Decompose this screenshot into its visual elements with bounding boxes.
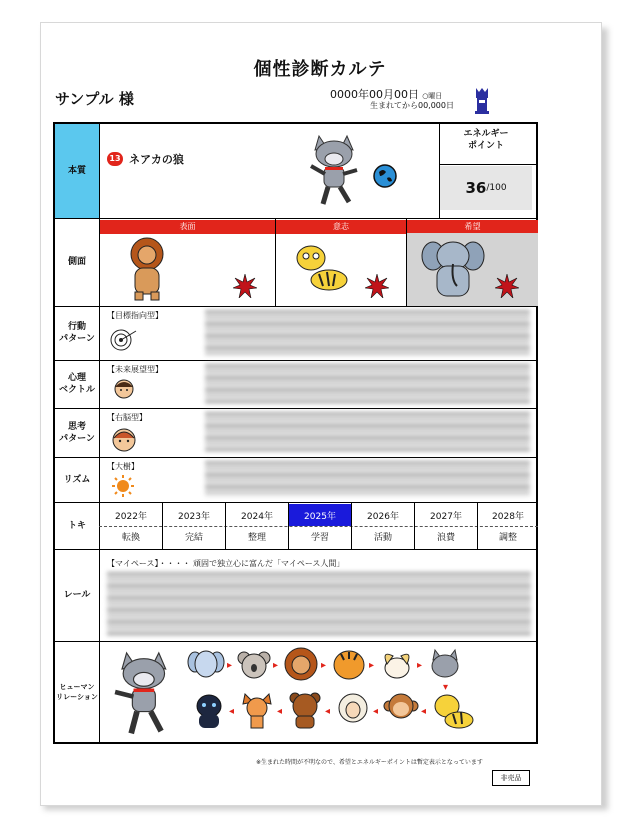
rhythm-category: 【大樹】: [107, 462, 139, 471]
arrow-right-icon: ▸: [227, 660, 233, 671]
action-pattern-label: 行動 パターン: [59, 322, 95, 344]
earth-globe-icon: [373, 164, 397, 188]
date-weekday: ○曜日: [422, 92, 443, 100]
year-2026: 2026年: [367, 511, 399, 522]
elephant-character-icon: [421, 236, 485, 302]
red-star-icon: [495, 274, 519, 298]
year-2022: 2022年: [115, 511, 147, 522]
side-head-surface: 表面: [100, 220, 275, 234]
wolf-relation-icon: [109, 646, 181, 738]
page-title: 個性診断カルテ: [253, 59, 387, 80]
footnote: ※生まれた時間が不明なので、希望とエネルギーポイントは暫定表示となっています: [256, 759, 483, 766]
animal-name: ネアカの狼: [129, 153, 184, 166]
rhythm-label: リズム: [63, 474, 91, 485]
arrow-down-icon: ▾: [443, 682, 449, 693]
red-star-icon: [365, 274, 389, 298]
girl-face-icon: [113, 377, 135, 401]
thinking-pattern-category: 【右脳型】: [107, 413, 147, 422]
keyword-2022: 転換: [121, 533, 140, 543]
koala-relation-icon: [237, 648, 271, 682]
wolf-character-icon: [305, 130, 365, 210]
arrow-left-icon: ◂: [421, 706, 427, 717]
human-relation-label: ヒューマン リレーション: [56, 682, 98, 701]
arrow-right-icon: ▸: [369, 660, 375, 671]
mental-vector-text: [205, 364, 530, 404]
not-for-sale-stamp: 非売品: [492, 770, 530, 786]
bear-relation-icon: [287, 690, 323, 730]
energy-number: 36: [465, 179, 487, 197]
customer-name: サンプル 様: [55, 90, 134, 108]
keyword-2027: 浪費: [436, 533, 455, 543]
lion-relation-icon: [283, 646, 319, 682]
fawn-relation-icon: [239, 690, 275, 730]
keyword-2023: 完結: [184, 533, 203, 543]
rail-text: [107, 572, 531, 636]
energy-point-value: [440, 166, 532, 210]
year-2028: 2028年: [492, 511, 524, 522]
action-pattern-text: [205, 310, 530, 356]
thinking-pattern-text: [205, 412, 530, 452]
tiger-cub-relation-icon: [431, 692, 475, 730]
year-2025-highlighted: 2025年: [289, 504, 351, 526]
honshitsu-label: 本質: [55, 124, 99, 218]
karte-sheet: [53, 122, 538, 744]
energy-max: /100: [486, 183, 507, 193]
tiger-character-icon: [291, 240, 353, 300]
date-main: 0000年00月00日: [330, 88, 419, 101]
rail-label: レール: [63, 590, 91, 600]
thinking-pattern-label: 思考 パターン: [59, 421, 95, 444]
arrow-right-icon: ▸: [417, 660, 423, 671]
toki-label: トキ: [67, 520, 86, 531]
elephant-relation-icon: [187, 648, 225, 682]
side-head-hope: 希望: [407, 220, 538, 234]
keyword-2024: 整理: [247, 533, 266, 543]
mental-vector-label: 心理 ベクトル: [58, 373, 95, 395]
year-2023: 2023年: [178, 511, 210, 522]
sokumen-label: 側面: [67, 257, 86, 267]
lion-character-icon: [123, 236, 171, 302]
target-icon: [109, 328, 137, 352]
tiger-relation-icon: [331, 648, 367, 682]
sun-icon: [111, 474, 135, 498]
sheep-relation-icon: [335, 690, 371, 730]
arrow-right-icon: ▸: [273, 660, 279, 671]
rhythm-text: [205, 461, 530, 497]
energy-label: エネルギー ポイント: [463, 129, 509, 151]
arrow-left-icon: ◂: [229, 706, 235, 717]
arrow-right-icon: ▸: [321, 660, 327, 671]
black-panther-relation-icon: [191, 692, 227, 730]
year-2027: 2027年: [430, 511, 462, 522]
action-pattern-category: 【目標指向型】: [107, 311, 163, 320]
brain-face-icon: [111, 426, 137, 452]
arrow-left-icon: ◂: [325, 706, 331, 717]
pegasus-relation-icon: [379, 646, 415, 682]
keyword-2025: 学習: [310, 533, 329, 543]
arrow-left-icon: ◂: [373, 706, 379, 717]
days-since-birth: 生まれてから00,000日: [370, 101, 454, 110]
keyword-2026: 活動: [373, 533, 392, 543]
wolf-small-relation-icon: [427, 646, 463, 682]
arrow-left-icon: ◂: [277, 706, 283, 717]
red-star-icon: [233, 274, 257, 298]
monkey-relation-icon: [383, 690, 419, 730]
side-head-will: 意志: [276, 220, 406, 234]
animal-number-badge: 13: [107, 152, 123, 166]
rail-title: 【マイペース】・・・・ 頑固で独立心に富んだ「マイペース人間」: [107, 559, 345, 568]
keyword-2028: 調整: [498, 533, 517, 543]
year-2024: 2024年: [241, 511, 273, 522]
brand-logo-icon: [474, 86, 490, 116]
mental-vector-category: 【未来展望型】: [107, 365, 163, 374]
